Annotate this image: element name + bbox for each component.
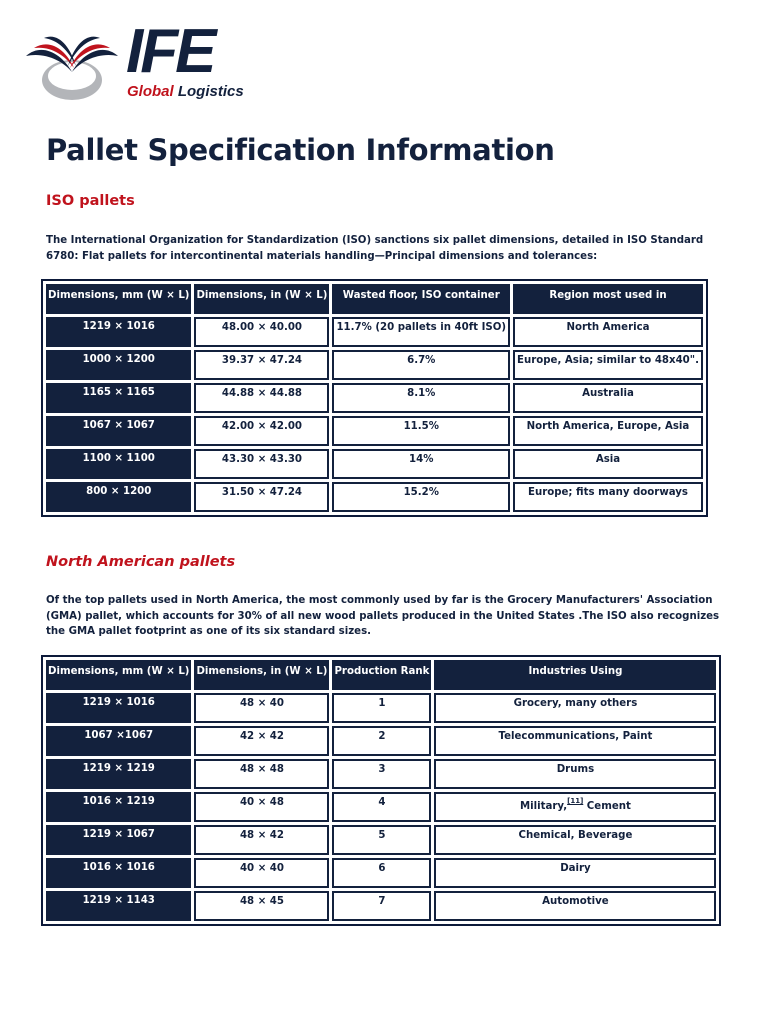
table-cell: 14% (332, 449, 510, 479)
logo-tagline: Global Logistics (127, 83, 244, 100)
table-cell: Automotive (434, 891, 716, 921)
logo-mark-text: IFE (126, 17, 214, 86)
iso-pallet-table (41, 279, 708, 517)
na-section-paragraph: Of the top pallets used in North America, the most commonly used by far is the Grocery Manufacturers' Association (GMA) pallet, which accounts for 30% of all new wood pallets produced in the United States .The ISO also recognizes the GMA pallet footprint as one of its six standard sizes. (46, 595, 720, 637)
column-header: Industries Using (434, 660, 716, 690)
table-cell: 1067 ×1067 (46, 726, 191, 756)
column-header: Wasted floor, ISO container (332, 284, 510, 314)
table-cell: 48 × 42 (194, 825, 329, 855)
table-cell: 1219 × 1219 (46, 759, 191, 789)
table-cell: 48 × 40 (194, 693, 329, 723)
table-cell: 48.00 × 40.00 (194, 317, 329, 347)
column-header: Dimensions, in (W × L) (194, 284, 329, 314)
table-cell: 1165 × 1165 (46, 383, 191, 413)
table-cell: 11.5% (332, 416, 510, 446)
table-row (46, 891, 716, 921)
military-text: Military, (520, 801, 568, 812)
table-row (46, 449, 703, 479)
table-cell: 31.50 × 47.24 (194, 482, 329, 512)
table-row (46, 693, 716, 723)
table-cell: 8.1% (332, 383, 510, 413)
table-cell: 6 (332, 858, 431, 888)
table-cell: North America (513, 317, 703, 347)
page-title: Pallet Specification Information (46, 133, 555, 167)
table-cell: 5 (332, 825, 431, 855)
table-row (46, 416, 703, 446)
ife-logo (22, 14, 292, 104)
table-row (46, 726, 716, 756)
table-row (46, 317, 703, 347)
table-cell: 7 (332, 891, 431, 921)
table-row (46, 858, 716, 888)
table-cell: Grocery, many others (434, 693, 716, 723)
table-cell: 39.37 × 47.24 (194, 350, 329, 380)
column-header: Production Rank (332, 660, 431, 690)
table-cell: 48 × 48 (194, 759, 329, 789)
table-row (46, 792, 716, 822)
table-cell: 42 × 42 (194, 726, 329, 756)
table-row (46, 825, 716, 855)
footnote-reference-link[interactable]: [11] (567, 797, 584, 805)
table-cell: 48 × 45 (194, 891, 329, 921)
table-cell: 4 (332, 792, 431, 822)
table-cell: Chemical, Beverage (434, 825, 716, 855)
table-cell: Europe, Asia; similar to 48x40". (513, 350, 703, 380)
table-row (46, 383, 703, 413)
column-header: Dimensions, in (W × L) (194, 660, 329, 690)
table-cell: 1 (332, 693, 431, 723)
table-cell: Drums (434, 759, 716, 789)
table-cell: 1100 × 1100 (46, 449, 191, 479)
table-header-row (46, 660, 716, 690)
table-cell: 1219 × 1016 (46, 693, 191, 723)
table-cell: 43.30 × 43.30 (194, 449, 329, 479)
table-cell: 1016 × 1219 (46, 792, 191, 822)
table-cell: 6.7% (332, 350, 510, 380)
na-section-heading: North American pallets (46, 554, 236, 570)
table-cell: Dairy (434, 858, 716, 888)
na-pallet-table (41, 655, 721, 926)
table-row (46, 350, 703, 380)
table-cell: 1219 × 1016 (46, 317, 191, 347)
column-header: Dimensions, mm (W × L) (46, 284, 191, 314)
table-cell: 40 × 40 (194, 858, 329, 888)
table-cell: 44.88 × 44.88 (194, 383, 329, 413)
table-cell: 11.7% (20 pallets in 40ft ISO) (332, 317, 510, 347)
table-row (46, 482, 703, 512)
table-cell: 40 × 48 (194, 792, 329, 822)
table-header-row (46, 284, 703, 314)
column-header: Region most used in (513, 284, 703, 314)
iso-section-paragraph: The International Organization for Standardization (ISO) sanctions six pallet dimensions, detailed in ISO Standard 6780: Flat pallets for intercontinental materials handling—Principal dimensions and tolerances: (46, 235, 704, 262)
table-cell: Asia (513, 449, 703, 479)
table-cell: 3 (332, 759, 431, 789)
table-cell: Australia (513, 383, 703, 413)
table-cell: Europe; fits many doorways (513, 482, 703, 512)
table-cell: 1016 × 1016 (46, 858, 191, 888)
table-cell: 1000 × 1200 (46, 350, 191, 380)
table-cell: 15.2% (332, 482, 510, 512)
table-cell: Telecommunications, Paint (434, 726, 716, 756)
table-cell (434, 792, 716, 822)
cement-text: Cement (583, 801, 631, 812)
table-row (46, 759, 716, 789)
table-cell: 1067 × 1067 (46, 416, 191, 446)
table-cell: 1219 × 1067 (46, 825, 191, 855)
table-cell: 800 × 1200 (46, 482, 191, 512)
table-cell: 2 (332, 726, 431, 756)
ife-logo-graphic (22, 14, 292, 104)
iso-section-heading: ISO pallets (46, 193, 135, 209)
table-cell: 42.00 × 42.00 (194, 416, 329, 446)
table-cell: 1219 × 1143 (46, 891, 191, 921)
column-header: Dimensions, mm (W × L) (46, 660, 191, 690)
table-cell: North America, Europe, Asia (513, 416, 703, 446)
